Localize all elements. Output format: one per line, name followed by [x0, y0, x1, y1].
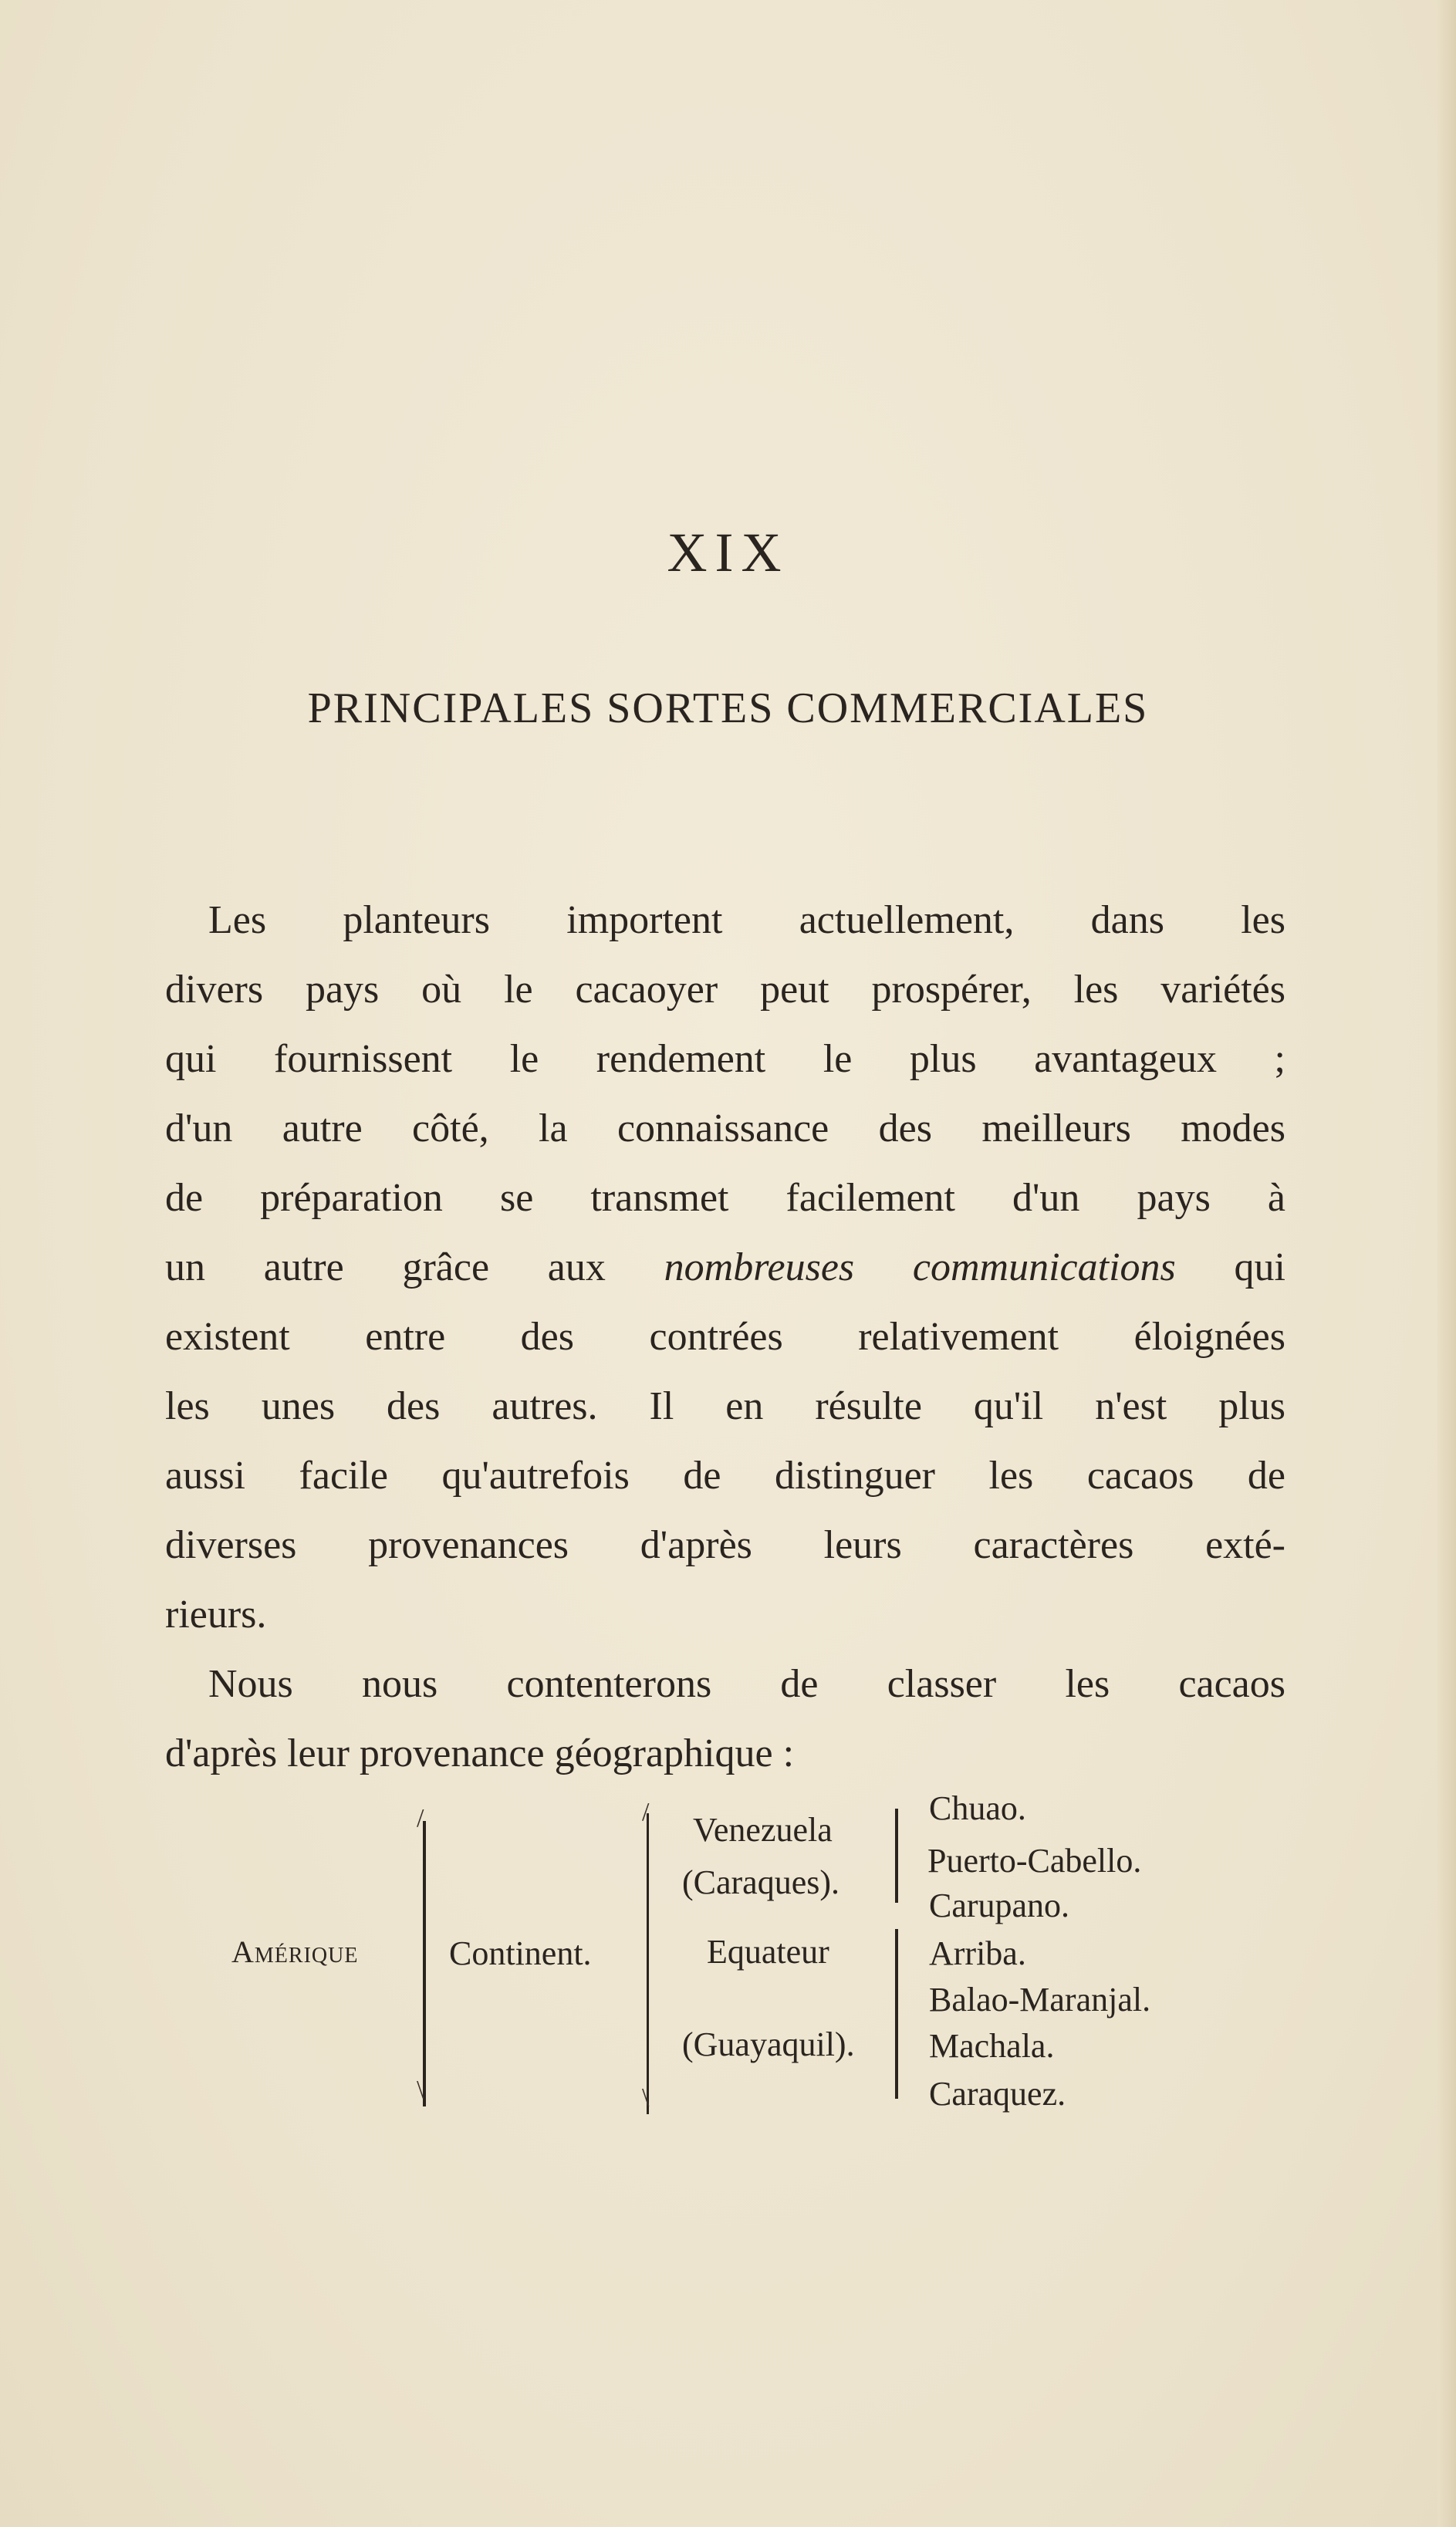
line-end: qui [1175, 1245, 1285, 1289]
paragraph-line: aussi facile qu'autrefois de distinguer les cacaos de [165, 1454, 1285, 1498]
paragraph-line: divers pays où le cacaoyer peut prospérer, les variétés [165, 968, 1285, 1012]
paragraph-line: qui fournissent le rendement le plus avantageux ; [165, 1037, 1285, 1081]
brace-tick-top: / [417, 1804, 424, 1833]
paragraph-line: d'après leur provenance géographique : [165, 1731, 795, 1775]
paragraph-line: de préparation se transmet facilement d'un pays à [165, 1176, 1285, 1220]
area-label: Continent. [449, 1934, 592, 1972]
paragraph-line: les unes des autres. Il en résulte qu'il n'est plus [165, 1384, 1285, 1428]
variety-item: Chuao. [929, 1789, 1026, 1827]
variety-item: Caraquez. [929, 2075, 1066, 2113]
variety-item: Carupano. [929, 1887, 1070, 1924]
venezuela-brace [895, 1809, 898, 1903]
paragraph-line: rieurs. [165, 1593, 267, 1637]
chapter-number: XIX [667, 522, 789, 583]
area-brace [647, 1813, 649, 2114]
variety-item: Balao-Maranjal. [929, 1981, 1151, 2019]
line-start: un autre grâce aux [165, 1245, 664, 1289]
equateur-brace [895, 1929, 898, 2099]
chapter-title: PRINCIPALES SORTES COMMERCIALES [307, 684, 1149, 732]
paragraph-line: diverses provenances d'après leurs caractères exté- [165, 1523, 1285, 1567]
region-label [231, 1934, 359, 1969]
country-equateur: Equateur [707, 1933, 829, 1971]
variety-item: Machala. [929, 2027, 1055, 2065]
country-venezuela: Venezuela [693, 1811, 833, 1849]
variety-item: Arriba. [929, 1934, 1026, 1972]
port-caraques: (Caraques). [682, 1863, 840, 1901]
italic-phrase: nombreuses communications [664, 1245, 1176, 1289]
page-edge [1437, 0, 1456, 2527]
brace-tick-top: / [642, 1798, 650, 1826]
paragraph-line: Les planteurs importent actuellement, dans les [208, 898, 1285, 942]
region-brace [423, 1821, 426, 2106]
paragraph-line: existent entre des contrées relativement éloignées [165, 1315, 1285, 1359]
paragraph-line-with-italic [165, 1233, 1285, 1302]
variety-item: Puerto-Cabello. [927, 1842, 1142, 1880]
paragraph-line: Nous nous contenterons de classer les cacaos [208, 1662, 1285, 1706]
brace-tick-bottom: \ [642, 2083, 650, 2112]
port-guayaquil: (Guayaquil). [682, 2025, 855, 2063]
paragraph-line: d'un autre côté, la connaissance des meilleurs modes [165, 1106, 1285, 1150]
body-text [165, 886, 1285, 1789]
region-text: Amérique [231, 1934, 359, 1969]
brace-tick-bottom: \ [417, 2076, 424, 2104]
